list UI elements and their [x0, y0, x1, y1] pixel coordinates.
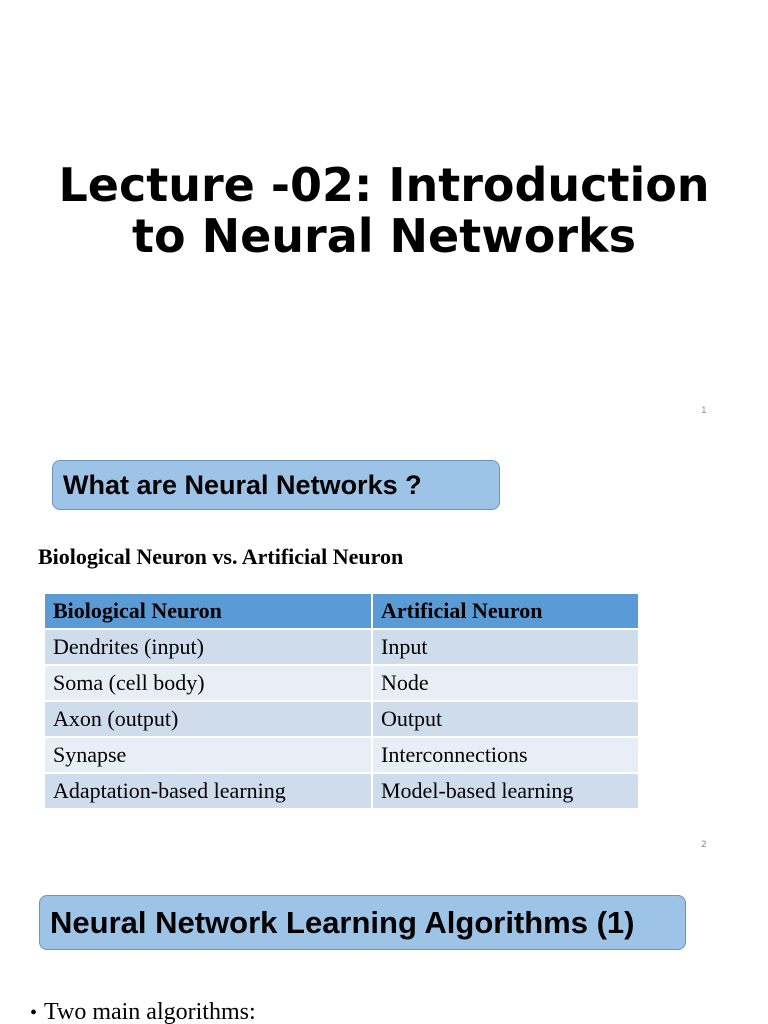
table-row [45, 774, 638, 810]
table-cell: Output [373, 702, 638, 738]
table-row [45, 738, 638, 774]
table-row [45, 702, 638, 738]
table-row [45, 666, 638, 702]
section-banner-neural-networks: What are Neural Networks ? [52, 460, 500, 510]
table-cell: Synapse [45, 738, 373, 774]
bullet-dot-icon: • [30, 1002, 38, 1024]
table-cell: Model-based learning [373, 774, 638, 810]
header-biological-neuron: Biological Neuron [45, 594, 373, 630]
table-header-row [45, 594, 638, 630]
table-cell: Input [373, 630, 638, 666]
table-row [45, 630, 638, 666]
bullet-item [30, 997, 256, 1024]
table-cell: Adaptation-based learning [45, 774, 373, 810]
lecture-title-line-2: to Neural Networks [131, 209, 636, 263]
table-cell: Interconnections [373, 738, 638, 774]
table-cell: Soma (cell body) [45, 666, 373, 702]
comparison-subheading: Biological Neuron vs. Artificial Neuron [38, 544, 404, 569]
bullet-text: Two main algorithms: [44, 999, 256, 1024]
neuron-comparison-table [45, 594, 638, 810]
lecture-title-line-1: Lecture -02: Introduction [58, 158, 710, 212]
lecture-title [0, 160, 768, 262]
header-artificial-neuron: Artificial Neuron [373, 594, 638, 630]
table-cell: Axon (output) [45, 702, 373, 738]
slide-number-1: 1 [701, 406, 707, 416]
section-banner-learning-algorithms: Neural Network Learning Algorithms (1) [39, 895, 686, 950]
table-cell: Dendrites (input) [45, 630, 373, 666]
slide-number-2: 2 [701, 840, 707, 850]
table-cell: Node [373, 666, 638, 702]
